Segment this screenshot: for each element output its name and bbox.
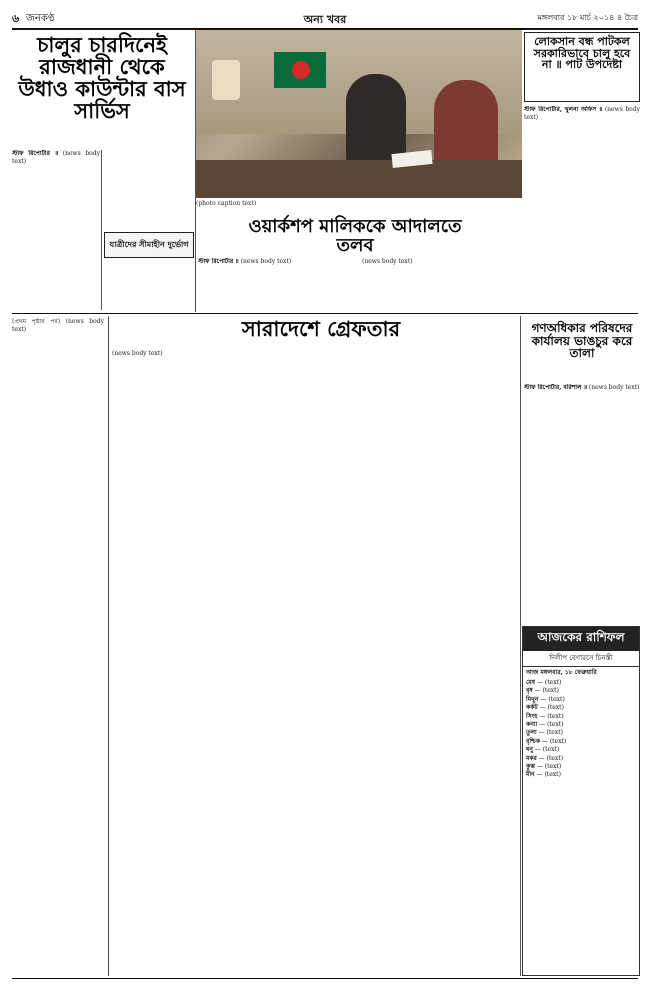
horoscope-entry: ধনু — (text) (526, 746, 560, 754)
sign-name: মকর (526, 754, 537, 762)
ganaadhikar-body-text: (news body text) (588, 384, 640, 391)
sign-name: মিথুন (526, 695, 539, 703)
horoscope-entry: মিথুন — (text) (526, 695, 565, 703)
sign-name: ধনু (526, 746, 533, 754)
arrests-body: (news body text) (112, 350, 163, 357)
horoscope-entry: মেষ — (text) (526, 679, 562, 686)
column-divider (101, 150, 102, 310)
lead-subheading-box (104, 232, 194, 258)
right-top-body (524, 106, 640, 306)
lead-body-col2 (104, 150, 194, 230)
lead-subheading: যাত্রীদের সীমাহীন দুর্ভোগ (109, 238, 189, 249)
photo-caption: (photo caption text) (196, 200, 257, 207)
right-top-byline: স্টাফ রিপোর্টার, খুলনা অফিস ॥ (524, 106, 603, 113)
sign-text: (text) (547, 721, 564, 729)
horoscope-title: আজকের রাশিফল (523, 627, 639, 651)
horoscope-entry: কর্কট — (text) (526, 704, 564, 712)
ganaadhikar-headline: গণঅধিকার পরিষদের কার্যালয় ভাঙচুর করে তালা (531, 321, 633, 361)
sign-text: (text) (547, 712, 564, 720)
sign-text: (text) (546, 754, 564, 762)
horoscope-entry: বৃষ — (text) (526, 687, 559, 695)
sign-name: বৃষ (526, 687, 533, 695)
horoscope-date: আজ মঙ্গলবার, ১৮ ফেব্রুয়ারি (526, 669, 597, 676)
sign-text: (text) (544, 679, 562, 686)
page-bottom-rule (12, 978, 638, 979)
sign-name: মীন (526, 771, 535, 779)
sign-name: কুম্ভ (526, 763, 535, 771)
section-name: অন্য খবর (303, 13, 347, 26)
sign-text: (text) (542, 746, 560, 754)
horoscope-entry: মীন — (text) (526, 771, 561, 779)
lead-headline: চালুর চারদিনেই রাজধানী থেকে উধাও কাউন্টার বাস সার্ভিস (18, 32, 186, 124)
horoscope-list (523, 679, 639, 780)
paper-name: জনকণ্ঠ (26, 13, 55, 24)
horoscope-entry: তুলা — (text) (526, 729, 563, 737)
page-number: ৬ (12, 12, 20, 25)
horoscope-entry: বৃশ্চিক — (text) (526, 737, 567, 745)
sign-name: কন্যা (526, 721, 538, 729)
col1-lower-body (12, 318, 104, 976)
workshop-body-text: (news body text) (240, 258, 292, 265)
date-line: মঙ্গলবার ১৮ মার্চ ২০১৪ ৪ চৈত্র (537, 13, 638, 22)
page-header (12, 8, 638, 30)
lead-body-text: (news body text) (12, 150, 100, 165)
workshop-byline: স্টাফ রিপোর্টার ॥ (198, 258, 239, 265)
horoscope-box (522, 626, 640, 976)
right-top-body-text: (news body text) (524, 106, 640, 121)
news-photo (196, 30, 522, 198)
sign-text: (text) (546, 729, 563, 737)
sign-name: তুলা (526, 729, 537, 737)
arrests-headline: সারাদেশে গ্রেফতার (241, 316, 401, 341)
workshop-headline: ওয়ার্কশপ মালিককে আদালতে তলব (248, 216, 462, 256)
continued-label: (প্রথম পৃষ্ঠার পর) (12, 318, 61, 325)
section-rule (12, 313, 638, 314)
sign-text: (text) (547, 704, 564, 712)
ganaadhikar-body (524, 384, 640, 620)
ganaadhikar-byline: স্টাফ রিপোর্টার, বরিশাল ॥ (524, 384, 587, 391)
horoscope-subtitle: দিলীপ বেণারসে চিনস্তী (523, 651, 639, 667)
sign-text: (text) (549, 737, 567, 745)
sign-text: (text) (542, 687, 559, 695)
sign-text: (text) (544, 763, 562, 771)
col1-lower-text: (news body text) (12, 318, 104, 333)
horoscope-entry: কুম্ভ — (text) (526, 763, 562, 771)
sign-name: কর্কট (526, 704, 538, 712)
column-divider (520, 316, 521, 976)
sign-name: মেষ (526, 679, 536, 686)
sign-text: (text) (544, 771, 561, 779)
workshop-body-left (198, 258, 356, 310)
lead-body-col2-lower (104, 262, 194, 312)
right-top-headline: লোকসান বন্ধ পাটকল সরকারিভাবে চালু হবে না ॥ পাট উপদেষ্টা (533, 35, 631, 72)
sign-text: (text) (548, 695, 565, 703)
column-divider (108, 316, 109, 976)
sign-name: সিংহ (526, 712, 538, 720)
workshop-body-right: (news body text) (362, 258, 413, 265)
horoscope-entry: সিংহ — (text) (526, 712, 564, 720)
horoscope-entry: কন্যা — (text) (526, 721, 564, 729)
sign-name: বৃশ্চিক (526, 737, 541, 745)
horoscope-entry: মকর — (text) (526, 754, 564, 762)
flag-image (274, 52, 326, 88)
right-top-headline-box (524, 32, 640, 102)
lead-byline: স্টাফ রিপোর্টার ॥ (12, 150, 59, 157)
